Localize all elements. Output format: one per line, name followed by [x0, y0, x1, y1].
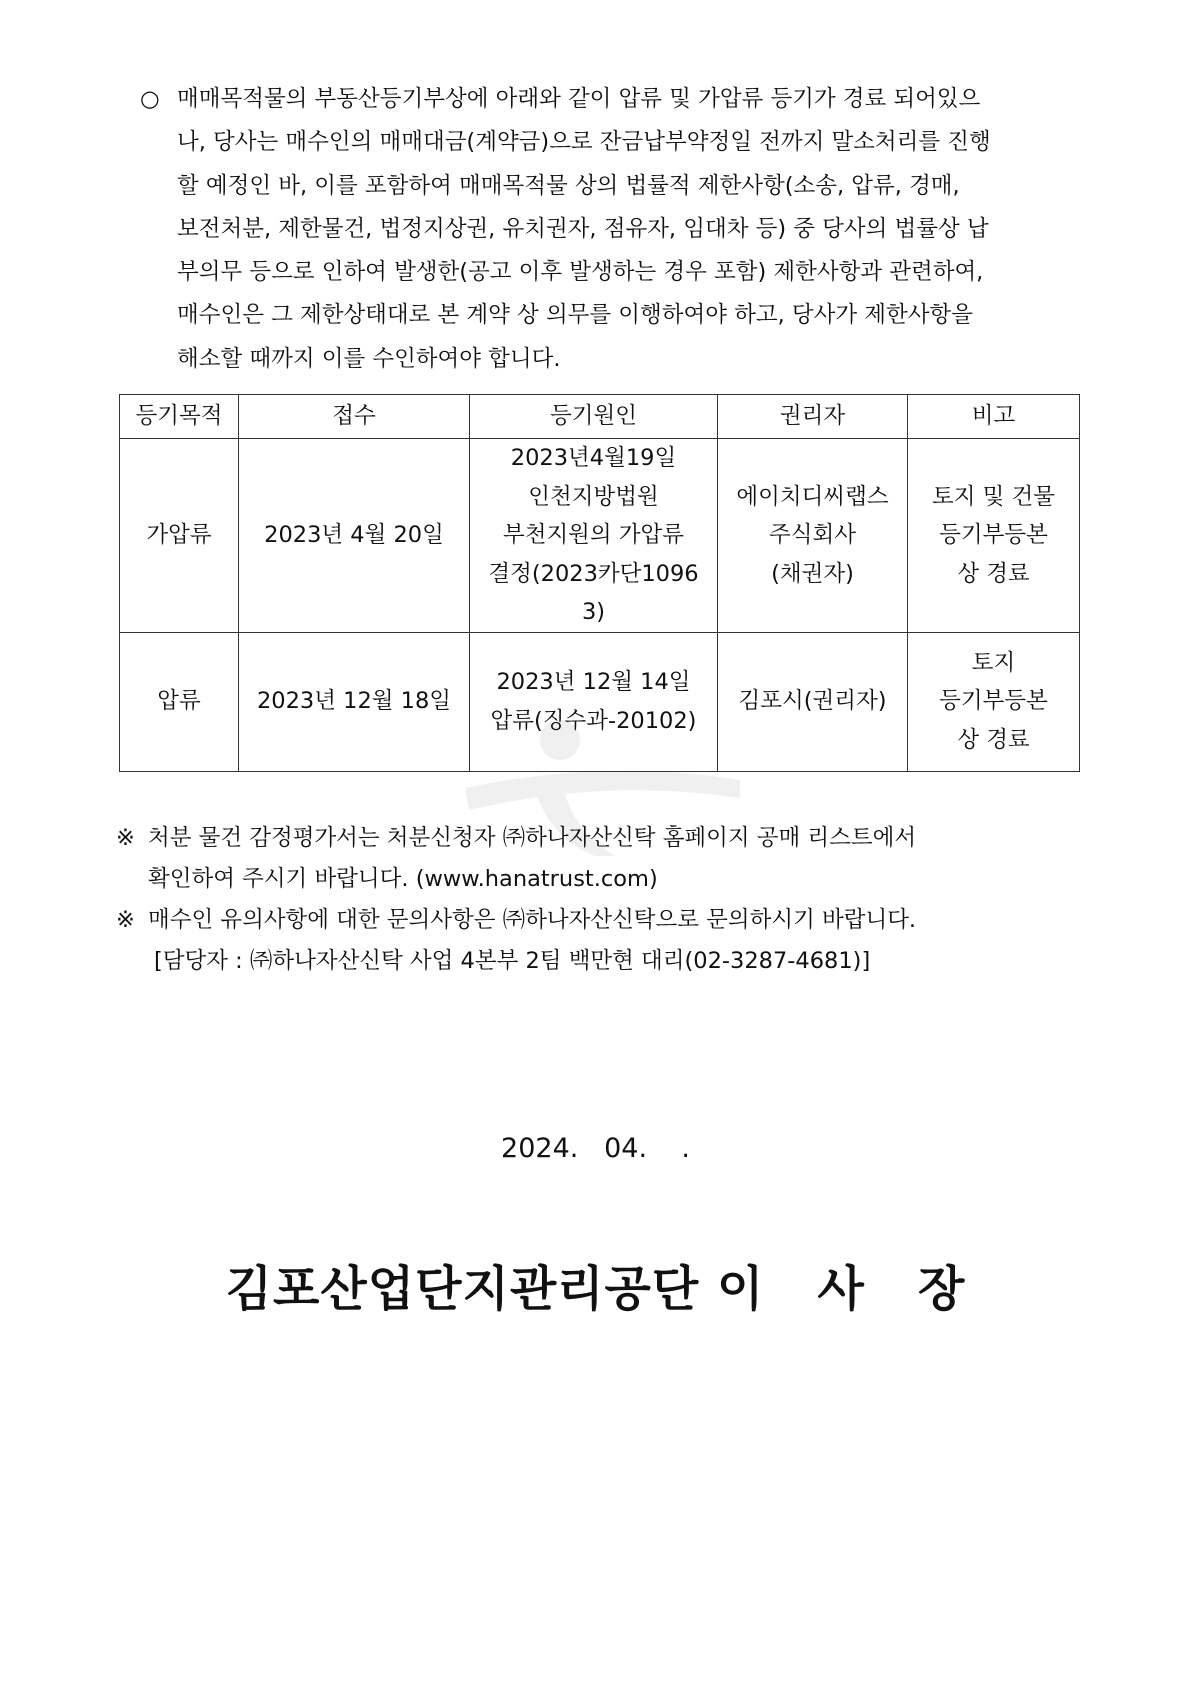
- notice-line: 해소할 때까지 이를 수인하여야 합니다.: [177, 345, 561, 372]
- notice-line: 매수인은 그 제한상태대로 본 계약 상 의무를 이행하여야 하고, 당사가 제한사항을: [177, 302, 973, 329]
- header-cause: 등기원인: [470, 395, 718, 439]
- cell-remarks: 토지 등기부등본 상 경료: [908, 632, 1080, 771]
- notice-line: 부의무 등으로 인하여 발생한(공고 이후 발생하는 경우 포함) 제한사항과 관련하여,: [177, 259, 984, 286]
- header-received: 접수: [239, 395, 470, 439]
- cell-purpose: 가압류: [120, 439, 239, 633]
- table-header-row: [120, 395, 1080, 439]
- notice-paragraph: [140, 78, 1080, 381]
- notice-line: 나, 당사는 매수인의 매매대금(계약금)으로 잔금납부약정일 전까지 말소처리를 진행: [177, 129, 991, 156]
- cell-holder: 에이치디씨랩스 주식회사 (채권자): [718, 439, 908, 633]
- reference-mark-icon: ※: [116, 825, 135, 851]
- cell-cause: 2023년 12월 14일 압류(징수과-20102): [470, 632, 718, 771]
- notice-line: 할 예정인 바, 이를 포함하여 매매목적물 상의 법률적 제한사항(소송, 압류, 경매,: [177, 172, 960, 199]
- table-row: [120, 439, 1080, 633]
- header-holder: 권리자: [718, 395, 908, 439]
- notes-section: [116, 818, 1076, 982]
- note-line: 확인하여 주시기 바랍니다. (www.hanatrust.com): [148, 866, 658, 892]
- header-purpose: 등기목적: [120, 395, 239, 439]
- cell-cause: 2023년4월19일 인천지방법원 부천지원의 가압류 결정(2023카단1096 3): [470, 439, 718, 633]
- notice-line: ○ 매매목적물의 부동산등기부상에 아래와 같이 압류 및 가압류 등기가 경료 되어있으: [140, 78, 1080, 121]
- reference-mark-icon: ※: [116, 907, 135, 933]
- document-date: 2024. 04. .: [501, 1133, 690, 1164]
- cell-holder: 김포시(권리자): [718, 632, 908, 771]
- cell-remarks: 토지 및 건물 등기부등본 상 경료: [908, 439, 1080, 633]
- cell-received: 2023년 12월 18일: [239, 632, 470, 771]
- notice-line: 보전처분, 제한물건, 법정지상권, 유치권자, 점유자, 임대차 등) 중 당사의 법률상 납: [177, 215, 989, 242]
- contact-line: [담당자 : ㈜하나자산신탁 사업 4본부 2팀 백만현 대리(02-3287-4681)]: [154, 948, 871, 974]
- circle-bullet-icon: ○: [140, 86, 160, 112]
- cell-purpose: 압류: [120, 632, 239, 771]
- table-row: [120, 632, 1080, 771]
- issuer-signature-line: 김포산업단지관리공단 이 사 장: [225, 1261, 966, 1317]
- cell-received: 2023년 4월 20일: [239, 439, 470, 633]
- registration-table: [119, 394, 1080, 772]
- note-line: ※ 처분 물건 감정평가서는 처분신청자 ㈜하나자산신탁 홈페이지 공매 리스트에서: [116, 818, 1076, 859]
- header-remarks: 비고: [908, 395, 1080, 439]
- note-line: ※ 매수인 유의사항에 대한 문의사항은 ㈜하나자산신탁으로 문의하시기 바랍니다.: [116, 900, 1076, 941]
